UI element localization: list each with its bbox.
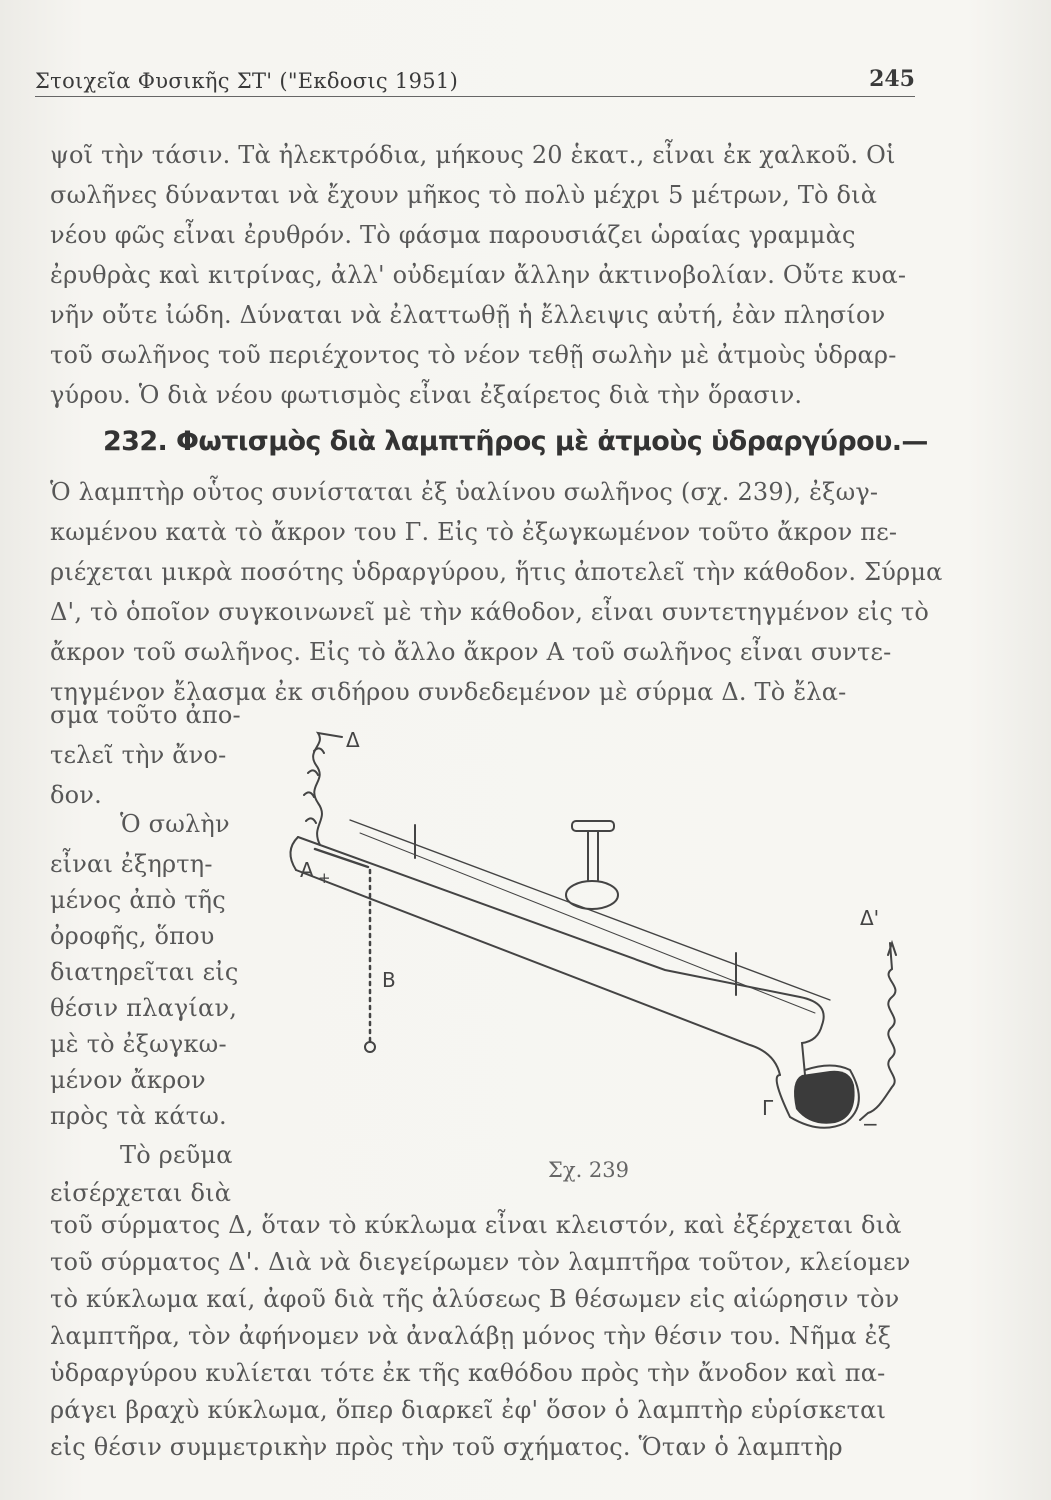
label-plus: + xyxy=(318,869,331,887)
text-line: ἐρυθρὰς καὶ κιτρίνας, ἀλλ' οὐδεμίαν ἄλλην ἀκτινοβολίαν. Οὔτε κυα- xyxy=(50,261,907,289)
label-minus: − xyxy=(862,1112,879,1136)
text-line: τελεῖ τὴν ἄνο- xyxy=(50,741,227,769)
hanger-plate xyxy=(572,821,614,831)
text-line: Δ', τὸ ὁποῖον συγκοινωνεῖ μὲ τὴν κάθοδον, εἶναι συντετηγμένον εἰς τὸ xyxy=(50,598,930,626)
text-line: Ὁ λαμπτὴρ οὗτος συνίσταται ἐξ ὑαλίνου σωλῆνος (σχ. 239), ἐξωγ- xyxy=(50,478,879,506)
lamp-tube-top xyxy=(298,837,824,1075)
lamp-tube-bottom xyxy=(296,870,780,1075)
text-line: μένον ἄκρον xyxy=(50,1066,206,1094)
text-line: σωλῆνες δύνανται νὰ ἔχουν μῆκος τὸ πολὺ μέχρι 5 μέτρων, Τὸ διὰ xyxy=(50,181,878,209)
text-line: τοῦ σύρματος Δ, ὅταν τὸ κύκλωμα εἶναι κλειστόν, καὶ ἐξέρχεται διὰ xyxy=(50,1211,902,1239)
text-line: νῆν οὔτε ἰώδη. Δύναται νὰ ἐλαττωθῇ ἡ ἔλλειψις αὐτή, ἐὰν πλησίον xyxy=(50,301,886,329)
page-number: 245 xyxy=(869,66,915,92)
hanger-stem xyxy=(588,832,598,880)
text-line: τοῦ σύρματος Δ'. Διὰ νὰ διεγείρωμεν τὸν λαμπτῆρα τοῦτον, κλείομεν xyxy=(50,1248,911,1276)
text-line: θέσιν πλαγίαν, xyxy=(50,994,238,1022)
text-line: τοῦ σωλῆνος τοῦ περιέχοντος τὸ νέον τεθῇ σωλὴν μὲ ἀτμοὺς ὑδραρ- xyxy=(50,341,897,369)
section-heading-232: 232. Φωτισμὸς διὰ λαμπτῆρος μὲ ἀτμοὺς ὑδραργύρου.— xyxy=(103,426,928,457)
figure-239-mercury-lamp xyxy=(270,725,930,1195)
text-line: εἶναι ἐξηρτη- xyxy=(50,850,213,878)
anode-strip xyxy=(315,849,368,867)
text-line: διατηρεῖται εἰς xyxy=(50,958,239,986)
label-delta-prime: Δ' xyxy=(860,906,880,930)
text-line: ἄκρον τοῦ σωλῆνος. Εἰς τὸ ἄλλο ἄκρον Α τοῦ σωλῆνος εἶναι συντε- xyxy=(50,638,892,666)
label-cathode: Γ xyxy=(762,1096,774,1120)
text-line: λαμπτῆρα, τὸν ἀφήνομεν νὰ ἀναλάβῃ μόνος τὴν θέσιν του. Νῆμα ἐξ xyxy=(50,1322,892,1350)
mercury-lamp-diagram xyxy=(270,725,930,1195)
text-line: εἰς θέσιν συμμετρικὴν πρὸς τὴν τοῦ σχήματος. Ὅταν ὁ λαμπτὴρ xyxy=(50,1433,843,1461)
wire-delta xyxy=(313,733,342,845)
text-line: εἰσέρχεται διὰ xyxy=(50,1179,232,1207)
text-line: Ὁ σωλὴν xyxy=(120,810,230,838)
text-line: ὑδραργύρου κυλίεται τότε ἐκ τῆς καθόδου πρὸς τὴν ἄνοδον καὶ πα- xyxy=(50,1359,886,1387)
text-line: σμα τοῦτο ἀπο- xyxy=(50,701,241,729)
wire-delta-prime xyxy=(860,943,895,1120)
text-line: ριέχεται μικρὰ ποσότης ὑδραργύρου, ἥτις ἀποτελεῖ τὴν κάθοδον. Σύρμα xyxy=(50,558,943,586)
lamp-tube-end-left xyxy=(290,837,298,870)
hanger-clamp xyxy=(566,881,618,909)
text-line: ράγει βραχὺ κύκλωμα, ὅπερ διαρκεῖ ἐφ' ὅσον ὁ λαμπτὴρ εὑρίσκεται xyxy=(50,1396,887,1424)
label-anode: Α xyxy=(300,858,314,882)
mercury-pool xyxy=(794,1071,855,1124)
text-line: μένος ἀπὸ τῆς xyxy=(50,886,226,914)
text-line: νέου φῶς εἶναι ἐρυθρόν. Τὸ φάσμα παρουσιάζει ὡραίας γραμμὰς xyxy=(50,221,856,249)
figure-caption: Σχ. 239 xyxy=(548,1158,630,1182)
label-chain-b: Β xyxy=(382,968,396,992)
running-title: Στοιχεῖα Φυσικῆς ΣΤ' ("Εκδοσις 1951) xyxy=(35,69,459,93)
text-line: ψοῖ τὴν τάσιν. Τὰ ἠλεκτρόδια, μήκους 20 ἑκατ., εἶναι ἐκ χαλκοῦ. Οἱ xyxy=(50,141,896,169)
page-header xyxy=(35,62,915,97)
text-line: τηγμένον ἔλασμα ἐκ σιδήρου συνδεδεμένον μὲ σύρμα Δ. Τὸ ἔλα- xyxy=(50,678,847,706)
lamp-tube-inner xyxy=(350,820,830,1000)
text-line: γύρου. Ὁ διὰ νέου φωτισμὸς εἶναι ἐξαίρετος διὰ τὴν ὅρασιν. xyxy=(50,381,803,409)
text-line: τὸ κύκλωμα καί, ἀφοῦ διὰ τῆς ἀλύσεως Β θέσωμεν εἰς αἰώρησιν τὸν xyxy=(50,1285,900,1313)
text-line: Τὸ ρεῦμα xyxy=(120,1141,233,1169)
text-line: πρὸς τὰ κάτω. xyxy=(50,1102,227,1130)
text-line: ὀροφῆς, ὅπου xyxy=(50,922,215,950)
text-line: κωμένου κατὰ τὸ ἄκρον του Γ. Εἰς τὸ ἐξωγκωμένον τοῦτο ἄκρον πε- xyxy=(50,518,898,546)
text-line: μὲ τὸ ἐξωγκω- xyxy=(50,1030,227,1058)
text-line: δον. xyxy=(50,781,102,809)
chain-b-ring xyxy=(365,1042,375,1052)
label-delta: Δ xyxy=(346,728,360,752)
